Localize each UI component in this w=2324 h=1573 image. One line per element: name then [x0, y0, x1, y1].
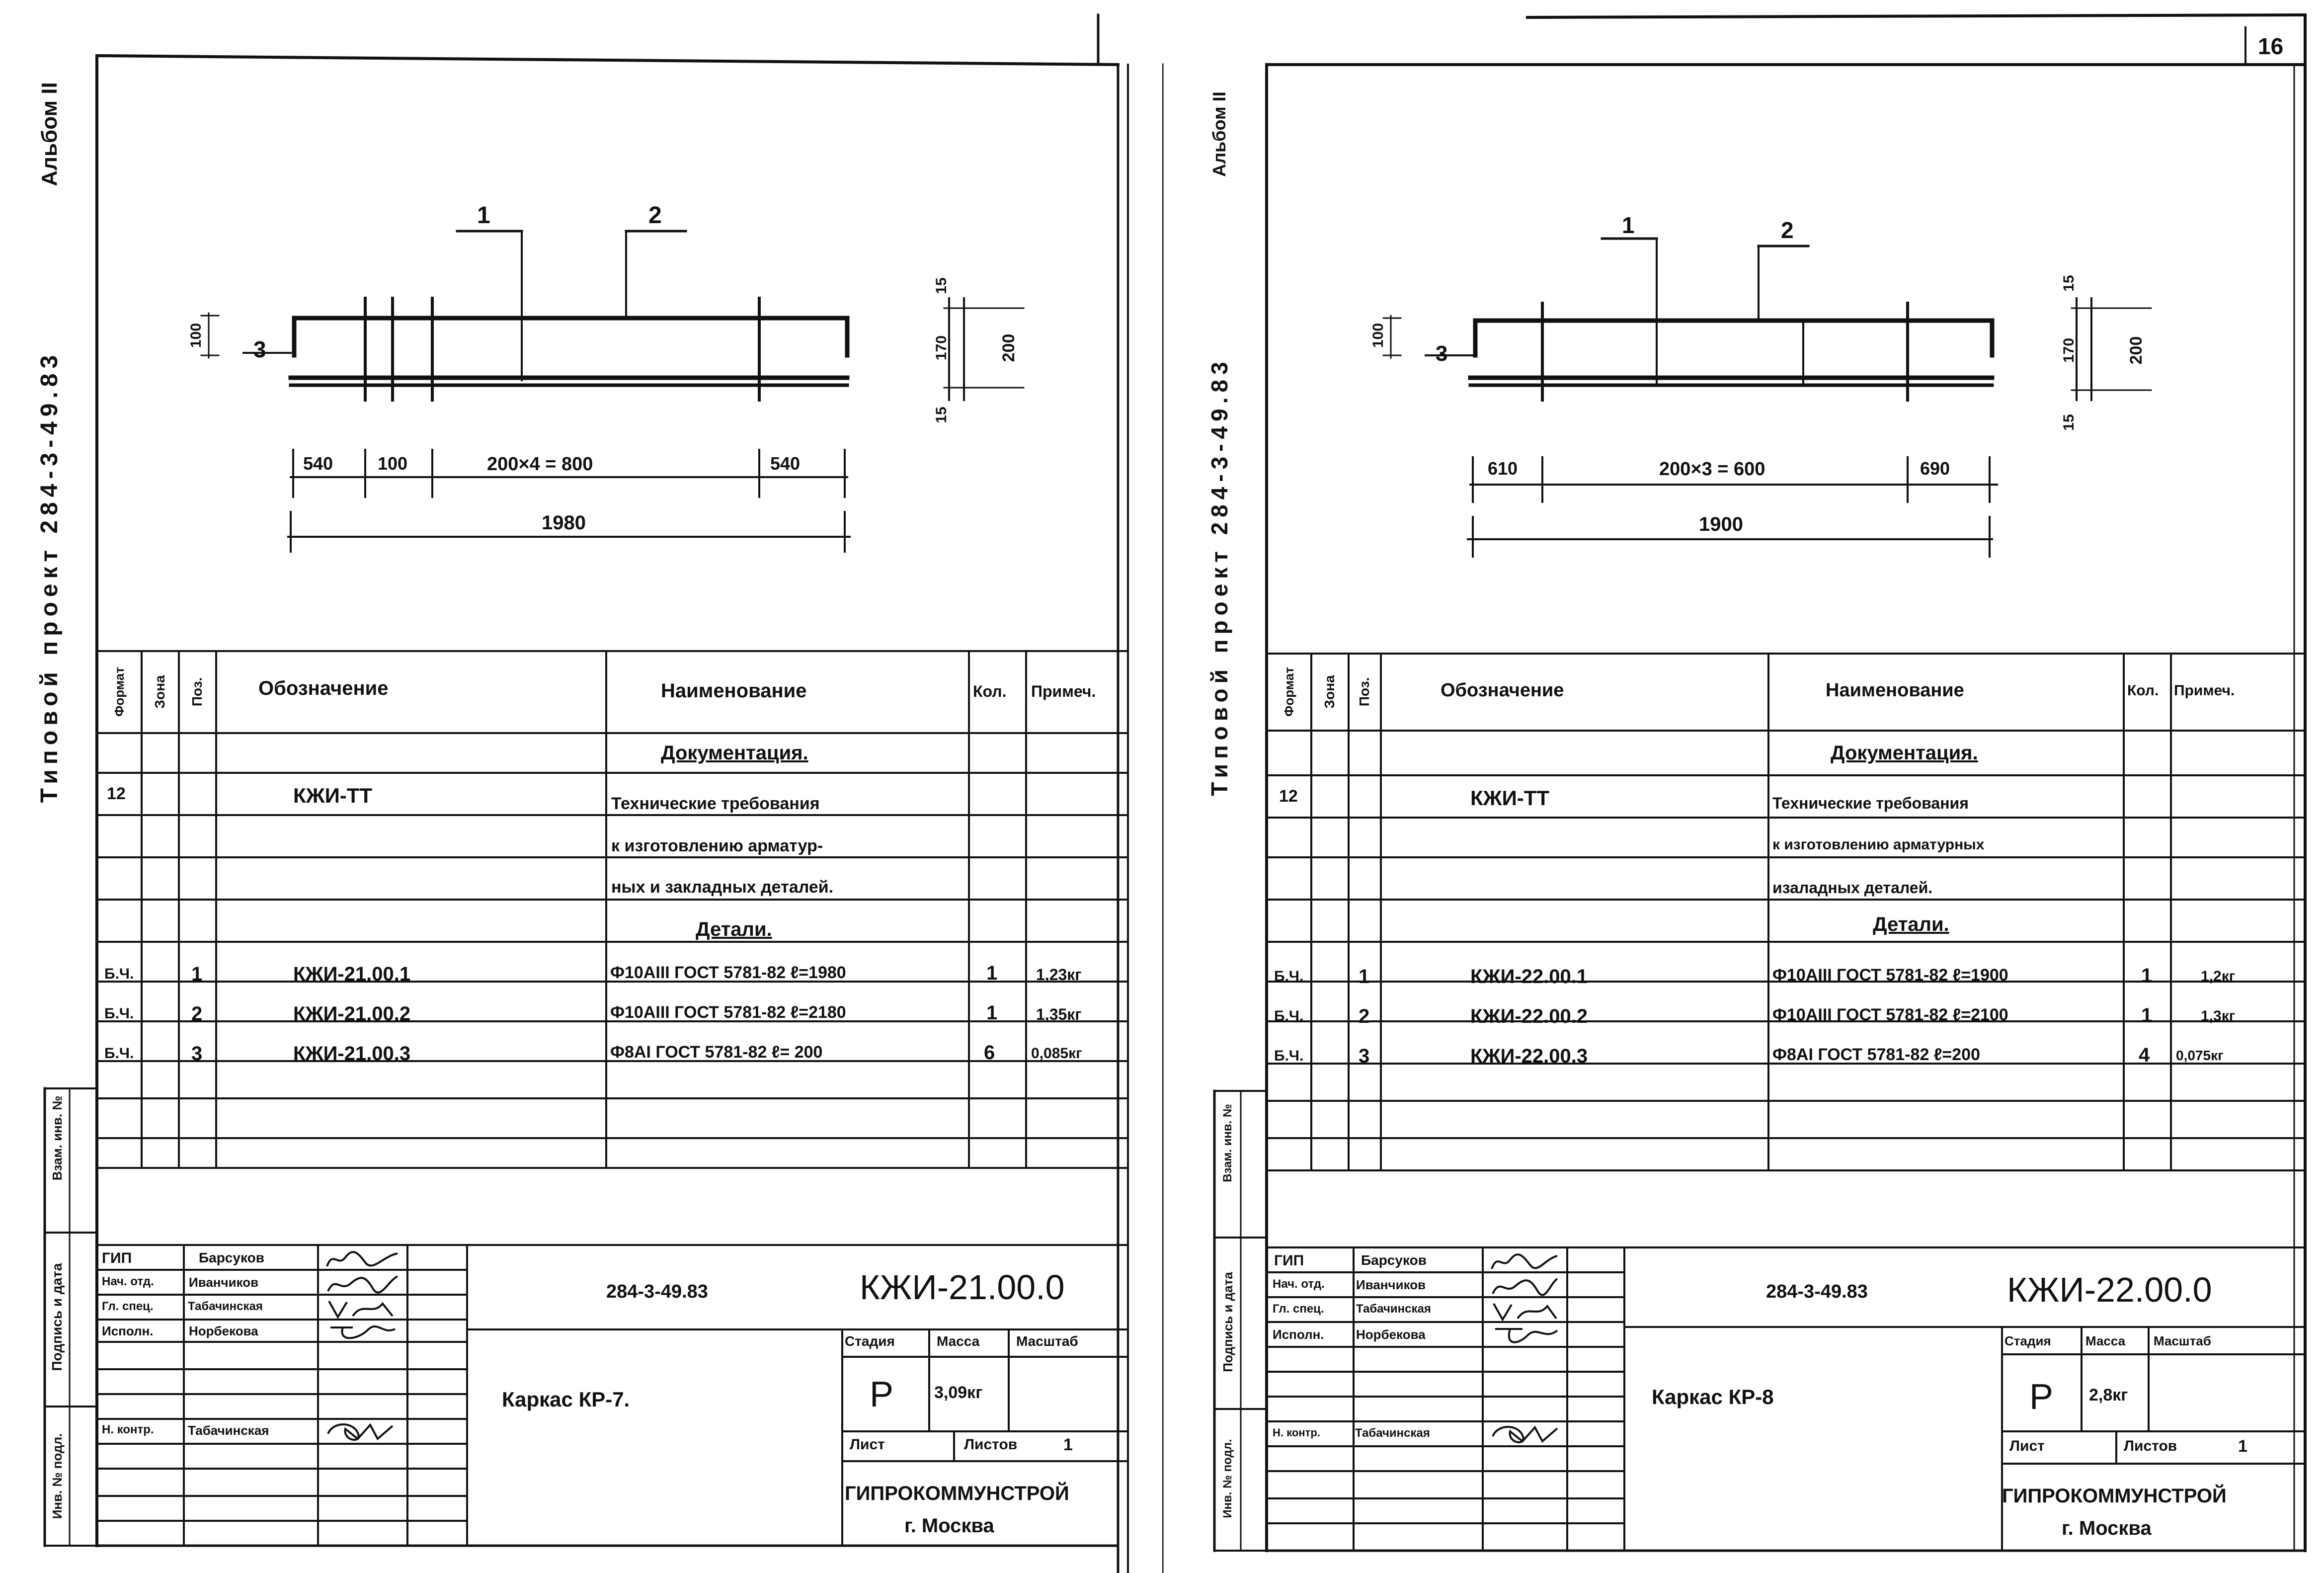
header-format: Формат: [1282, 667, 1296, 717]
row-name: изаладных деталей.: [1772, 879, 1933, 897]
signature-mark: [1488, 1421, 1562, 1446]
stamp-title: Каркас КР-7.: [502, 1388, 630, 1411]
stamp-sheet-label: Лист: [850, 1436, 885, 1453]
stamp-stage-value: Р: [870, 1375, 894, 1414]
stamp-person: Барсуков: [1361, 1252, 1427, 1268]
stamp-stage-label: Стадия: [2004, 1333, 2051, 1348]
stamp-person: Барсуков: [199, 1250, 264, 1265]
dim-height-inner: 170: [933, 335, 950, 361]
row-qty: 1: [986, 1002, 998, 1024]
stamp-organization: ГИПРОКОММУНСТРОЙ: [845, 1483, 1069, 1504]
stamp-role: Нач. отд.: [1273, 1277, 1325, 1291]
stamp-role: ГИП: [102, 1250, 132, 1266]
stamp-stage-label: Стадия: [845, 1333, 895, 1349]
row-pos: 1: [191, 963, 203, 985]
row-qty: 1: [2141, 965, 2153, 987]
project-label: Типовой проект 284-3-49.83: [36, 350, 63, 803]
signature-mark: [323, 1320, 402, 1345]
section-details: Детали.: [696, 918, 772, 940]
stamp-mass-label: Масса: [937, 1333, 980, 1349]
header-zone: Зона: [1322, 675, 1337, 709]
stamp-sheets-value: 1: [1063, 1435, 1073, 1454]
row-pos: 3: [1359, 1045, 1370, 1067]
stamp-role: Нач. отд.: [102, 1275, 154, 1288]
row-format: Б.Ч.: [1274, 968, 1304, 985]
header-note: Примеч.: [2174, 682, 2235, 699]
stamp-person: Норбекова: [1356, 1327, 1426, 1342]
row-format: Б.Ч.: [1274, 1048, 1304, 1064]
signature-mark: [1488, 1274, 1562, 1299]
stamp-document-code: КЖИ-22.00.0: [2007, 1270, 2212, 1309]
dim-height-inner: 170: [2061, 337, 2077, 363]
dim-total: 1980: [542, 512, 586, 534]
row-name: Ф10АIII ГОСТ 5781-82 ℓ=2180: [610, 1003, 846, 1022]
stamp-sheets-value: 1: [2238, 1437, 2247, 1456]
header-pos: Поз.: [1357, 677, 1372, 707]
stamp-sheets-label: Листов: [964, 1436, 1018, 1453]
row-designation: КЖИ-21.00.2: [293, 1003, 411, 1025]
stamp-role: Исполн.: [1273, 1327, 1324, 1342]
stamp-city: г. Москва: [904, 1515, 994, 1537]
margin-label-replaced-inv: Взам. инв. №: [50, 1095, 65, 1181]
dim-offset-left: 540: [303, 453, 333, 474]
dim-middle: 200×4 = 800: [487, 454, 593, 475]
row-qty: 1: [986, 962, 998, 984]
header-designation: Обозначение: [1441, 680, 1564, 701]
row-note: 1,23кг: [1036, 966, 1082, 984]
dim-gap: 100: [378, 453, 408, 474]
dim-height-bottom: 15: [2061, 414, 2077, 431]
stamp-scale-label: Масштаб: [2154, 1333, 2211, 1348]
row-designation: КЖИ-21.00.3: [293, 1043, 411, 1065]
row-note: 0,075кг: [2176, 1048, 2224, 1063]
stamp-person: Норбекова: [189, 1324, 258, 1338]
header-format: Формат: [112, 667, 127, 717]
signature-mark: [323, 1271, 402, 1296]
row-name: Технические требования: [1772, 794, 1969, 812]
row-pos: 3: [191, 1043, 203, 1065]
row-qty: 6: [984, 1042, 995, 1064]
stamp-document-code: КЖИ-21.00.0: [860, 1268, 1065, 1307]
row-pos: 2: [1359, 1005, 1370, 1027]
row-format: 12: [1279, 787, 1298, 806]
dim-middle: 200×3 = 600: [1659, 459, 1765, 480]
stamp-mass-value: 3,09кг: [934, 1383, 983, 1402]
stamp-project-code: 284-3-49.83: [606, 1281, 708, 1302]
position-label-3: 3: [253, 336, 266, 362]
signature-mark: [323, 1296, 402, 1321]
stamp-role: Н. контр.: [102, 1423, 154, 1436]
stamp-role: Гл. спец.: [1273, 1302, 1324, 1316]
row-format: Б.Ч.: [104, 1005, 134, 1022]
margin-label-signature-date: Подпись и дата: [49, 1263, 65, 1371]
dim-height-bottom: 15: [933, 407, 950, 423]
margin-label-replaced-inv: Взам. инв. №: [1221, 1104, 1234, 1182]
dim-offset-right: 690: [1920, 458, 1950, 479]
row-format: Б.Ч.: [104, 1045, 134, 1062]
row-designation: КЖИ-22.00.3: [1470, 1045, 1588, 1067]
row-note: 0,085кг: [1031, 1045, 1082, 1062]
row-name: Ф10АIII ГОСТ 5781-82 ℓ=2100: [1772, 1005, 2008, 1024]
stamp-role: ГИП: [1274, 1252, 1304, 1269]
sheet-linework: [1162, 0, 2324, 1573]
header-zone: Зона: [152, 675, 167, 709]
signature-mark: [323, 1419, 402, 1444]
dim-height-top: 15: [933, 277, 950, 294]
section-documentation: Документация.: [1831, 742, 1978, 764]
stamp-person: Иванчиков: [189, 1275, 259, 1290]
row-pos: 1: [1359, 966, 1370, 988]
signature-mark: [1488, 1250, 1562, 1275]
stamp-mass-value: 2,8кг: [2089, 1386, 2128, 1405]
position-label-1: 1: [1622, 212, 1635, 238]
margin-label-inv-original: Инв. № подл.: [1221, 1439, 1234, 1518]
dim-height-top: 15: [2061, 275, 2077, 292]
header-pos: Поз.: [189, 677, 205, 707]
stamp-role: Исполн.: [102, 1324, 154, 1338]
row-designation: КЖИ-22.00.1: [1470, 966, 1588, 988]
project-label: Типовой проект 284-3-49.83: [1206, 357, 1232, 796]
stamp-title: Каркас КР-8: [1652, 1385, 1774, 1408]
signature-mark: [1488, 1323, 1562, 1348]
row-name: Ф8АI ГОСТ 5781-82 ℓ= 200: [610, 1043, 823, 1062]
stamp-stage-value: Р: [2029, 1377, 2054, 1417]
album-label: Альбом II: [37, 82, 62, 186]
sheet-number: 16: [2258, 33, 2284, 59]
stamp-sheets-label: Листов: [2124, 1438, 2177, 1454]
row-designation: КЖИ-ТТ: [1470, 786, 1550, 810]
stamp-scale-label: Масштаб: [1016, 1333, 1078, 1349]
stamp-person: Табачинская: [1355, 1426, 1430, 1440]
row-note: 1,35кг: [1036, 1005, 1082, 1023]
stamp-sheet-label: Лист: [2009, 1438, 2045, 1454]
row-name: Технические требования: [611, 794, 820, 813]
dim-height-total: 200: [2127, 336, 2146, 365]
row-format: Б.Ч.: [104, 966, 134, 982]
row-format: 12: [107, 784, 126, 803]
header-qty: Кол.: [2127, 682, 2159, 699]
section-documentation: Документация.: [661, 742, 808, 764]
row-note: 1,3кг: [2201, 1008, 2236, 1024]
stamp-person: Табачинская: [188, 1300, 263, 1313]
position-label-3: 3: [1436, 341, 1448, 366]
row-name: к изготовлению арматурных: [1772, 836, 1985, 853]
row-format: Б.Ч.: [1274, 1008, 1304, 1024]
dim-hook: 100: [1370, 323, 1386, 348]
row-name: Ф10АIII ГОСТ 5781-82 ℓ=1900: [1772, 966, 2008, 985]
row-name: Ф8АI ГОСТ 5781-82 ℓ=200: [1772, 1045, 1980, 1064]
stamp-role: Гл. спец.: [102, 1300, 154, 1313]
dim-height-total: 200: [999, 333, 1018, 362]
row-name: ных и закладных деталей.: [611, 878, 834, 897]
header-name: Наименование: [1826, 680, 1964, 701]
row-pos: 2: [191, 1003, 203, 1025]
position-label-1: 1: [477, 202, 490, 229]
drawing-sheet-kr8: [1162, 0, 2324, 1573]
signature-mark: [1488, 1299, 1562, 1324]
signature-mark: [323, 1247, 402, 1272]
dim-offset-right: 540: [770, 453, 801, 474]
row-name: к изготовлению арматур-: [611, 836, 823, 855]
dim-offset-left: 610: [1488, 458, 1518, 479]
section-details: Детали.: [1873, 913, 1949, 935]
stamp-city: г. Москва: [2062, 1517, 2152, 1539]
stamp-person: Табачинская: [188, 1423, 269, 1438]
position-label-2: 2: [648, 202, 662, 229]
row-qty: 4: [2139, 1044, 2150, 1066]
row-qty: 1: [2141, 1004, 2153, 1026]
stamp-project-code: 284-3-49.83: [1766, 1281, 1868, 1302]
stamp-mass-label: Масса: [2085, 1333, 2126, 1348]
header-note: Примеч.: [1031, 682, 1096, 700]
stamp-organization: ГИПРОКОММУНСТРОЙ: [2002, 1485, 2227, 1507]
row-designation: КЖИ-ТТ: [293, 784, 373, 807]
header-name: Наименование: [661, 680, 807, 702]
stamp-person: Табачинская: [1356, 1302, 1431, 1316]
header-qty: Кол.: [973, 682, 1007, 700]
header-designation: Обозначение: [258, 677, 389, 699]
dim-total: 1900: [1699, 513, 1743, 535]
row-designation: КЖИ-21.00.1: [293, 963, 411, 985]
position-label-2: 2: [1781, 217, 1794, 243]
margin-label-signature-date: Подпись и дата: [1220, 1272, 1235, 1372]
row-name: Ф10АIII ГОСТ 5781-82 ℓ=1980: [610, 963, 846, 982]
stamp-role: Н. контр.: [1273, 1426, 1320, 1439]
album-label: Альбом II: [1209, 91, 1229, 177]
dim-hook: 100: [188, 323, 204, 348]
row-designation: КЖИ-22.00.2: [1470, 1005, 1588, 1027]
row-note: 1,2кг: [2201, 968, 2236, 985]
stamp-person: Иванчиков: [1356, 1277, 1426, 1292]
margin-label-inv-original: Инв. № подл.: [50, 1433, 65, 1519]
